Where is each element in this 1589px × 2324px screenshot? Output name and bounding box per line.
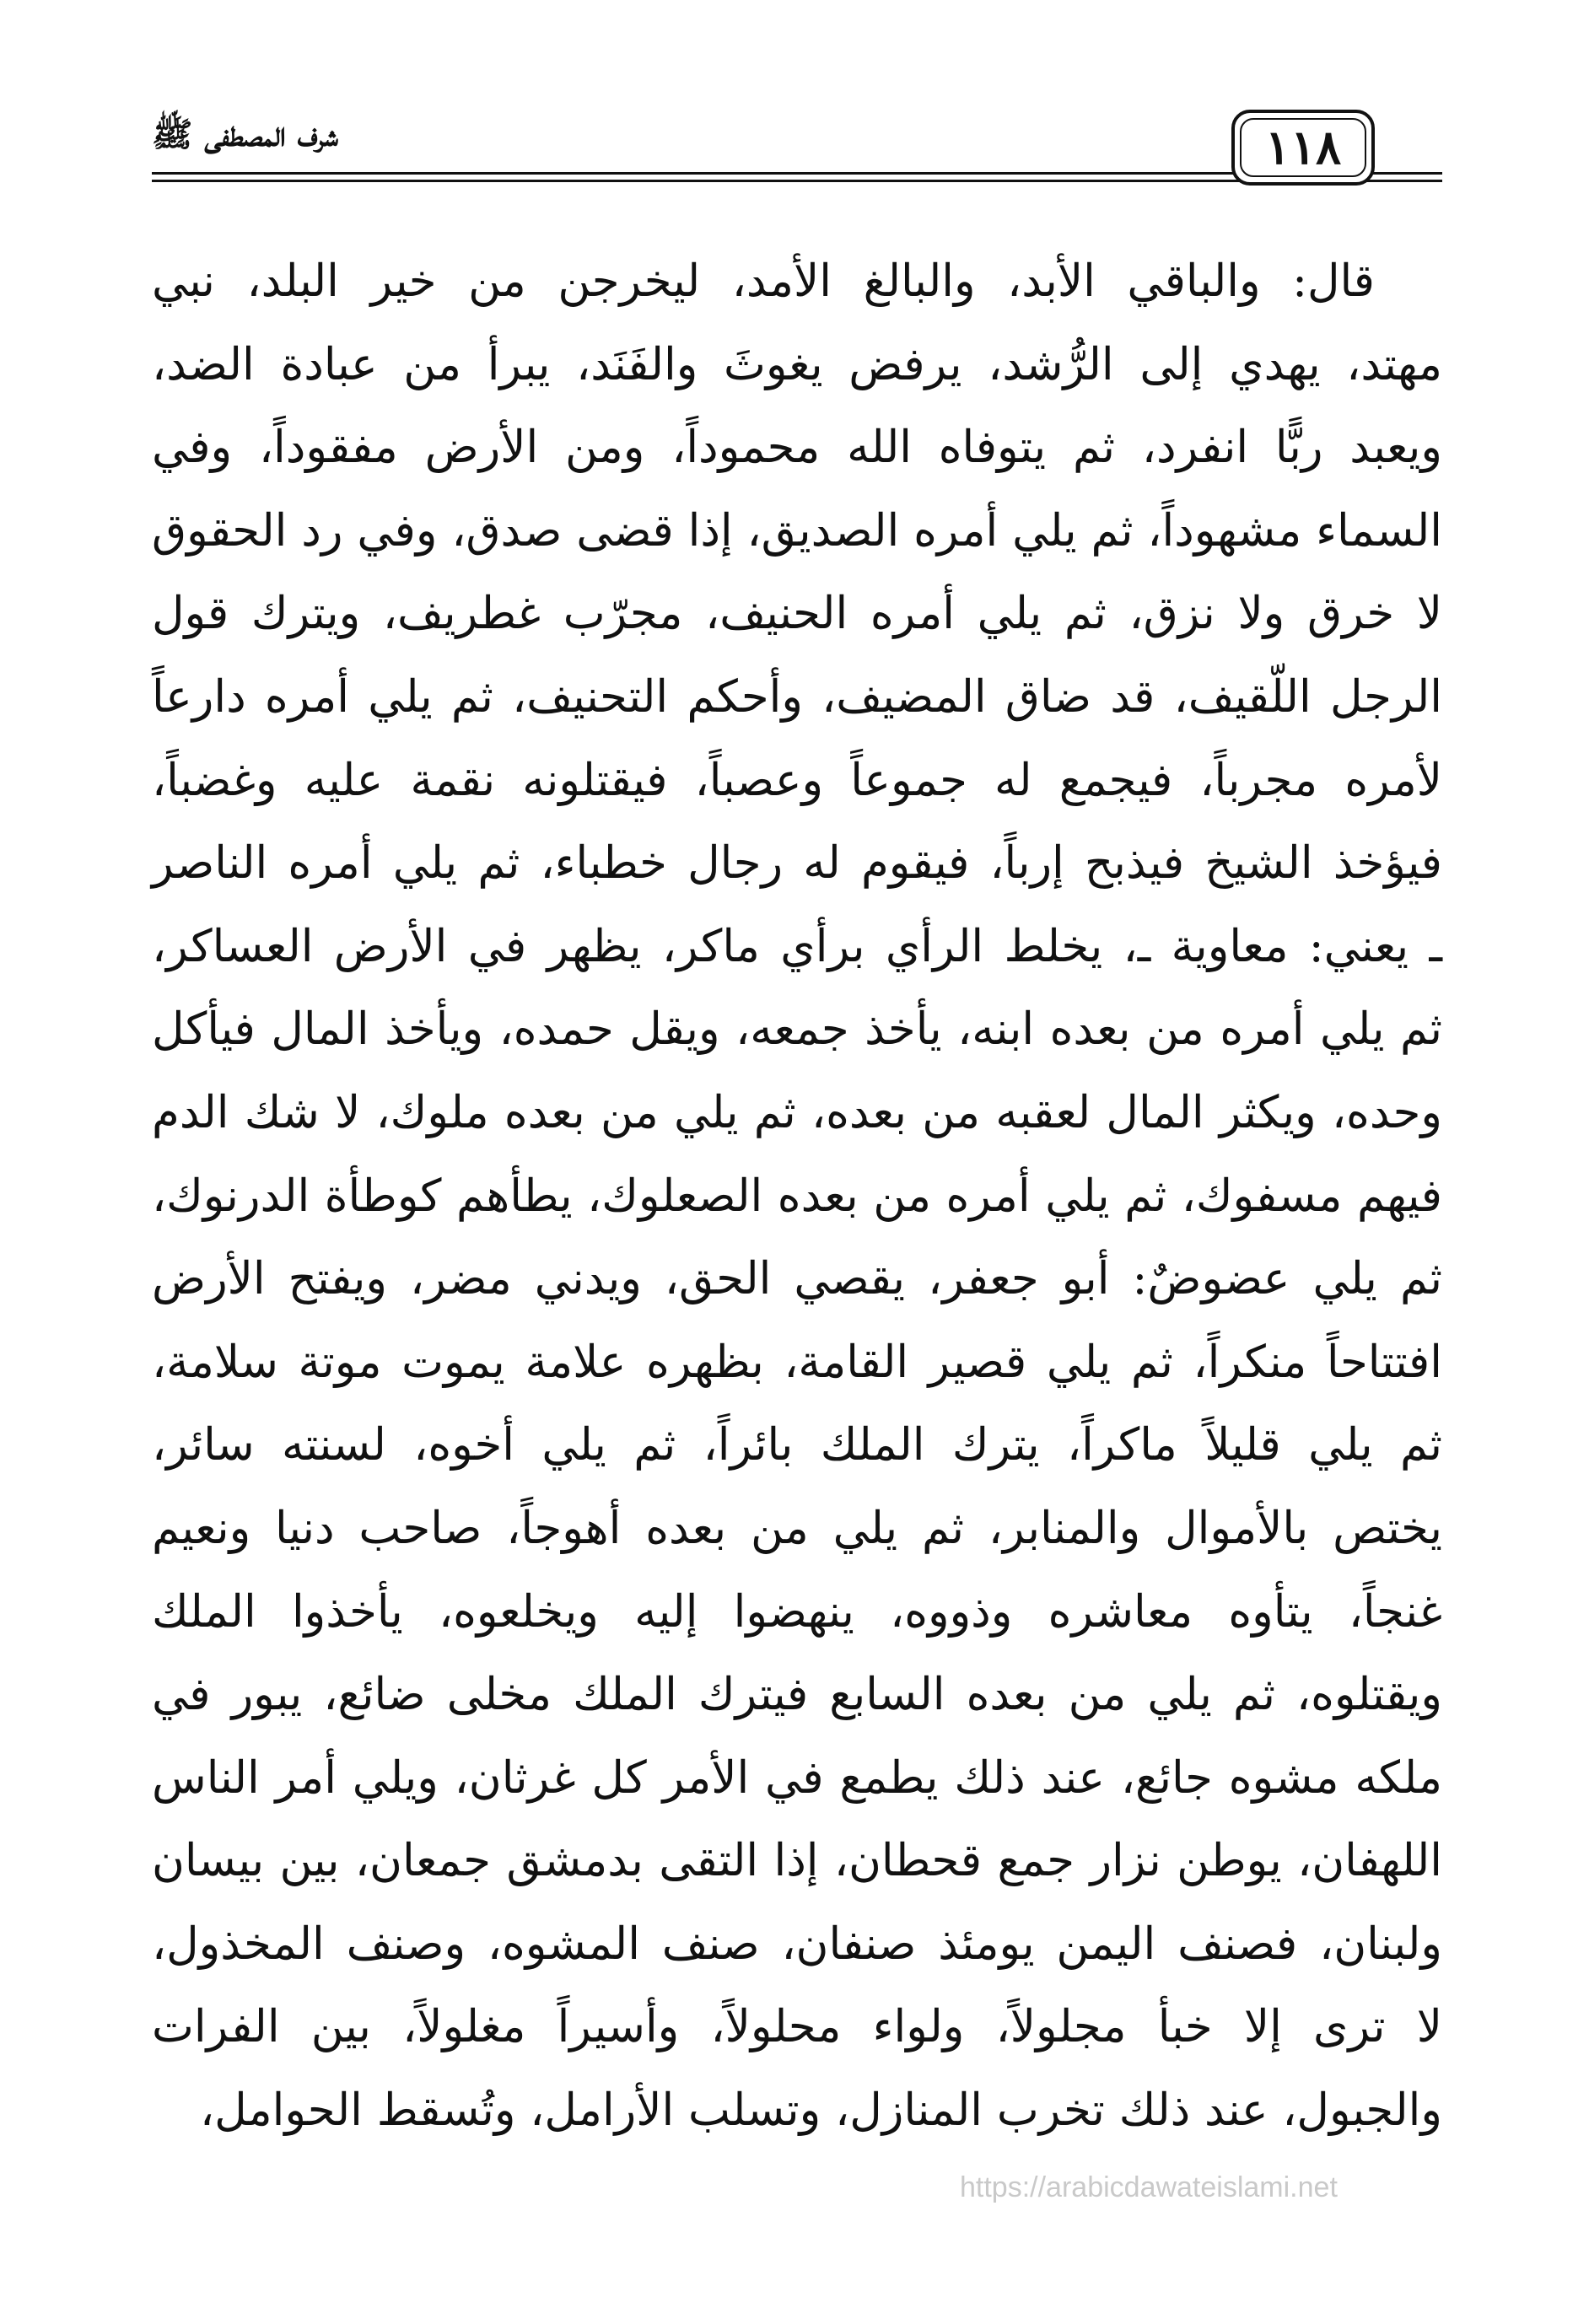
text-line: السماء مشهوداً، ثم يلي أمره الصديق، إذا قضى صدق، وفي رد الحقوق [152,504,1442,557]
text-line: افتتاحاً منكراً، ثم يلي قصير القامة، بظهره علامة يموت موتة سلامة، [152,1336,1442,1388]
text-line: لا ترى إلا خبأ مجلولاً، ولواء محلولاً، وأسيراً مغلولاً، بين الفرات [152,2001,1442,2053]
text-line: فيؤخذ الشيخ فيذبح إرباً، فيقوم له رجال خطباء، ثم يلي أمره الناصر [152,837,1442,890]
page-number-frame [1231,110,1375,186]
watermark-url: https://arabicdawateislami.net [960,2171,1338,2203]
text-line: ثم يلي عضوضٌ: أبو جعفر، يقصي الحق، ويدني مضر، ويفتح الأرض [152,1253,1442,1305]
text-line: ولبنان، فصنف اليمن يومئذ صنفان، صنف المشوه، وصنف المخذول، [152,1918,1442,1970]
text-line: لأمره مجرباً، فيجمع له جموعاً وعصباً، فيقتلونه نقمة عليه وغضباً، [152,754,1442,806]
body-text [152,240,1442,2153]
text-line: ويقتلوه، ثم يلي من بعده السابع فيترك الملك مخلى ضائع، يبور في [152,1669,1442,1721]
page-number: ١١٨ [1264,120,1342,175]
text-line: مهتد، يهدي إلى الرُّشد، يرفض يغوثَ والفَنَد، يبرأ من عبادة الضد، [152,338,1442,390]
text-line: ويعبد ربًّا انفرد، ثم يتوفاه الله محموداً، ومن الأرض مفقوداً، وفي [152,422,1442,474]
text-line: لا خرق ولا نزق، ثم يلي أمره الحنيف، مجرّب غطريف، ويترك قول [152,588,1442,640]
running-book-title: شرف المصطفى ﷺ [152,115,338,154]
text-line: ثم يلي أمره من بعده ابنه، يأخذ جمعه، ويقل حمده، ويأخذ المال فيأكل [152,1003,1442,1056]
text-line: يختص بالأموال والمنابر، ثم يلي من بعده أهوجاً، صاحب دنيا ونعيم [152,1502,1442,1554]
text-line: فيهم مسفوك، ثم يلي أمره من بعده الصعلوك، يطأهم كوطأة الدرنوك، [152,1170,1442,1222]
text-line: اللهفان، يوطن نزار جمع قحطان، إذا التقى بدمشق جمعان، بين بيسان [152,1835,1442,1887]
text-line: وحده، ويكثر المال لعقبه من بعده، ثم يلي من بعده ملوك، لا شك الدم [152,1086,1442,1138]
text-line: ثم يلي قليلاً ماكراً، يترك الملك بائراً، ثم يلي أخوه، لسنته سائر، [152,1419,1442,1471]
page-header [152,110,1442,194]
text-line: ملكه مشوه جائع، عند ذلك يطمع في الأمر كل غرثان، ويلي أمر الناس [152,1751,1442,1804]
text-line: قال: والباقي الأبد، والبالغ الأمد، ليخرجن من خير البلد، نبي [152,256,1375,307]
text-line: غنجاً، يتأوه معاشره وذووه، ينهضوا إليه ويخلعوه، يأخذوا الملك [152,1585,1442,1638]
text-line: ـ يعني: معاوية ـ، يخلط الرأي برأي ماكر، يظهر في الأرض العساكر، [152,920,1442,972]
text-line: والجبول، عند ذلك تخرب المنازل، وتسلب الأرامل، وتُسقط الحوامل، [200,2085,1442,2137]
text-line: الرجل اللّقيف، قد ضاق المضيف، وأحكم التحنيف، ثم يلي أمره دارعاً [152,670,1442,723]
